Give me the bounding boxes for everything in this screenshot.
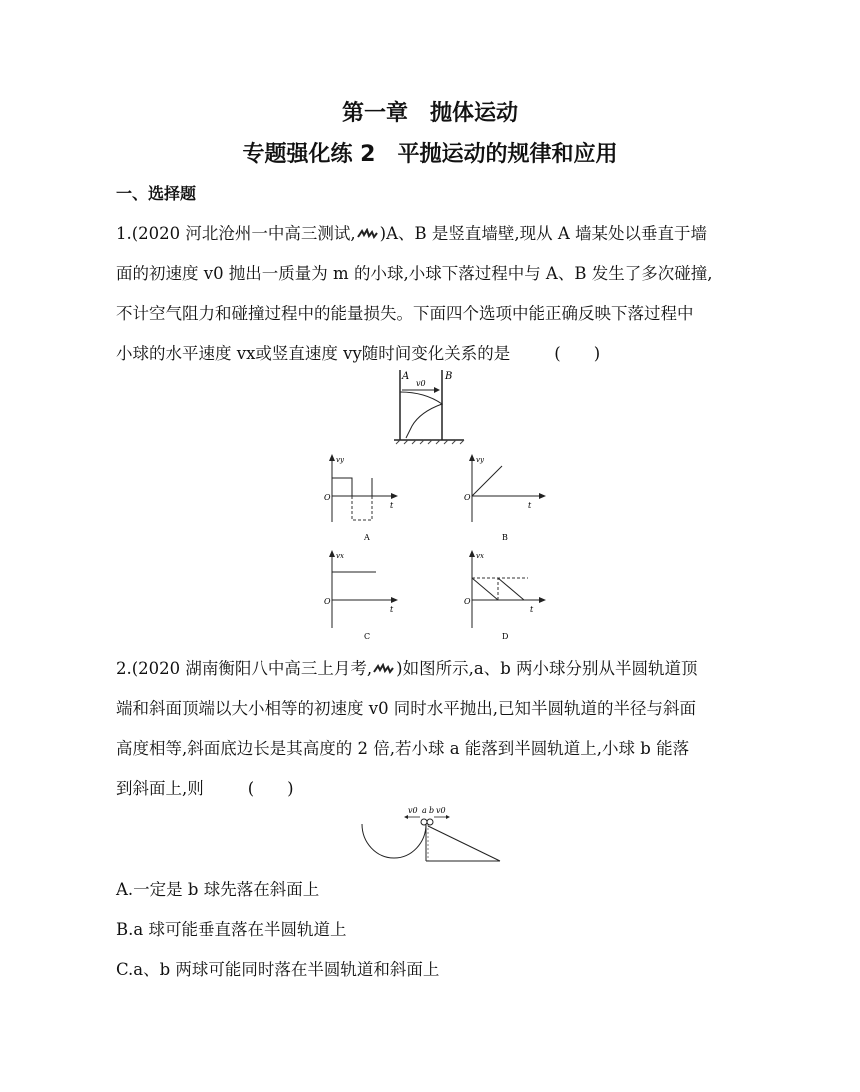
q2-line-4 bbox=[116, 775, 294, 799]
section-heading: 一、选择题 bbox=[116, 184, 197, 203]
q1-source: (2020 河北沧州一中高三测试, bbox=[131, 224, 356, 243]
difficulty-stars-icon bbox=[356, 225, 380, 244]
v0-left-label: v0 bbox=[408, 806, 418, 815]
exercise-title: 专题强化练 2 平抛运动的规律和应用 bbox=[242, 142, 618, 167]
ball-a-label: a bbox=[422, 806, 427, 815]
option-graph-a bbox=[318, 452, 402, 544]
option-c-label: C bbox=[364, 632, 371, 640]
q1-number: 1. bbox=[116, 224, 132, 243]
wall-a-label: A bbox=[402, 371, 410, 382]
q2-line-2: 端和斜面顶端以大小相等的初速度 v0 同时水平抛出,已知半圆轨道的半径与斜面 bbox=[116, 699, 697, 718]
option-graph-b bbox=[458, 452, 550, 544]
q1-answer-paren: ( ) bbox=[554, 344, 601, 363]
axis-t-label: t bbox=[390, 501, 394, 510]
q1-walls-figure bbox=[390, 368, 470, 448]
axis-vx-label: vx bbox=[476, 552, 484, 560]
q2-source: (2020 湖南衡阳八中高三上月考, bbox=[131, 659, 373, 678]
q1-line-4-text: 小球的水平速度 vx或竖直速度 vy随时间变化关系的是 bbox=[116, 344, 511, 363]
q2-option-b: B.a 球可能垂直落在半圆轨道上 bbox=[116, 920, 347, 939]
axis-vy-label: vy bbox=[336, 456, 344, 464]
origin-label: O bbox=[464, 597, 471, 606]
q1-line-4 bbox=[116, 340, 600, 364]
q1-line-1-text: )A、B 是竖直墙壁,现从 A 墙某处以垂直于墙 bbox=[379, 224, 708, 243]
q1-line-2: 面的初速度 v0 抛出一质量为 m 的小球,小球下落过程中与 A、B 发生了多次碰撞, bbox=[116, 264, 713, 283]
wall-b-label: B bbox=[445, 371, 453, 382]
difficulty-stars-icon bbox=[372, 660, 396, 679]
q2-line-4-text: 到斜面上,则 bbox=[116, 779, 204, 798]
option-graph-d bbox=[458, 548, 550, 640]
q2-option-a: A.一定是 b 球先落在斜面上 bbox=[116, 880, 320, 899]
q2-line-3: 高度相等,斜面底边长是其高度的 2 倍,若小球 a 能落到半圆轨道上,小球 b 能落 bbox=[116, 739, 690, 758]
axis-vx-label: vx bbox=[336, 552, 344, 560]
v0-label: v0 bbox=[416, 379, 426, 388]
q1-line-3: 不计空气阻力和碰撞过程中的能量损失。下面四个选项中能正确反映下落过程中 bbox=[116, 304, 694, 323]
q1-line-1 bbox=[116, 220, 707, 244]
q2-option-c: C.a、b 两球可能同时落在半圆轨道和斜面上 bbox=[116, 960, 440, 979]
chapter-title: 第一章 抛体运动 bbox=[341, 101, 518, 126]
option-b-label: B bbox=[502, 533, 508, 542]
q2-answer-paren: ( ) bbox=[247, 779, 294, 798]
q2-line-1-text: )如图所示,a、b 两小球分别从半圆轨道顶 bbox=[396, 659, 698, 678]
v0-right-label: v0 bbox=[436, 806, 446, 815]
axis-t-label: t bbox=[530, 605, 534, 614]
axis-vy-label: vy bbox=[476, 456, 484, 464]
option-graph-c bbox=[318, 548, 402, 640]
origin-label: O bbox=[464, 493, 471, 502]
q2-number: 2. bbox=[116, 659, 132, 678]
q2-track-figure bbox=[358, 804, 504, 864]
option-a-label: A bbox=[364, 533, 370, 542]
origin-label: O bbox=[324, 597, 331, 606]
option-d-label: D bbox=[502, 632, 509, 640]
origin-label: O bbox=[324, 493, 331, 502]
axis-t-label: t bbox=[390, 605, 394, 614]
q2-line-1 bbox=[116, 655, 698, 679]
axis-t-label: t bbox=[528, 501, 532, 510]
ball-b-label: b bbox=[429, 806, 435, 815]
